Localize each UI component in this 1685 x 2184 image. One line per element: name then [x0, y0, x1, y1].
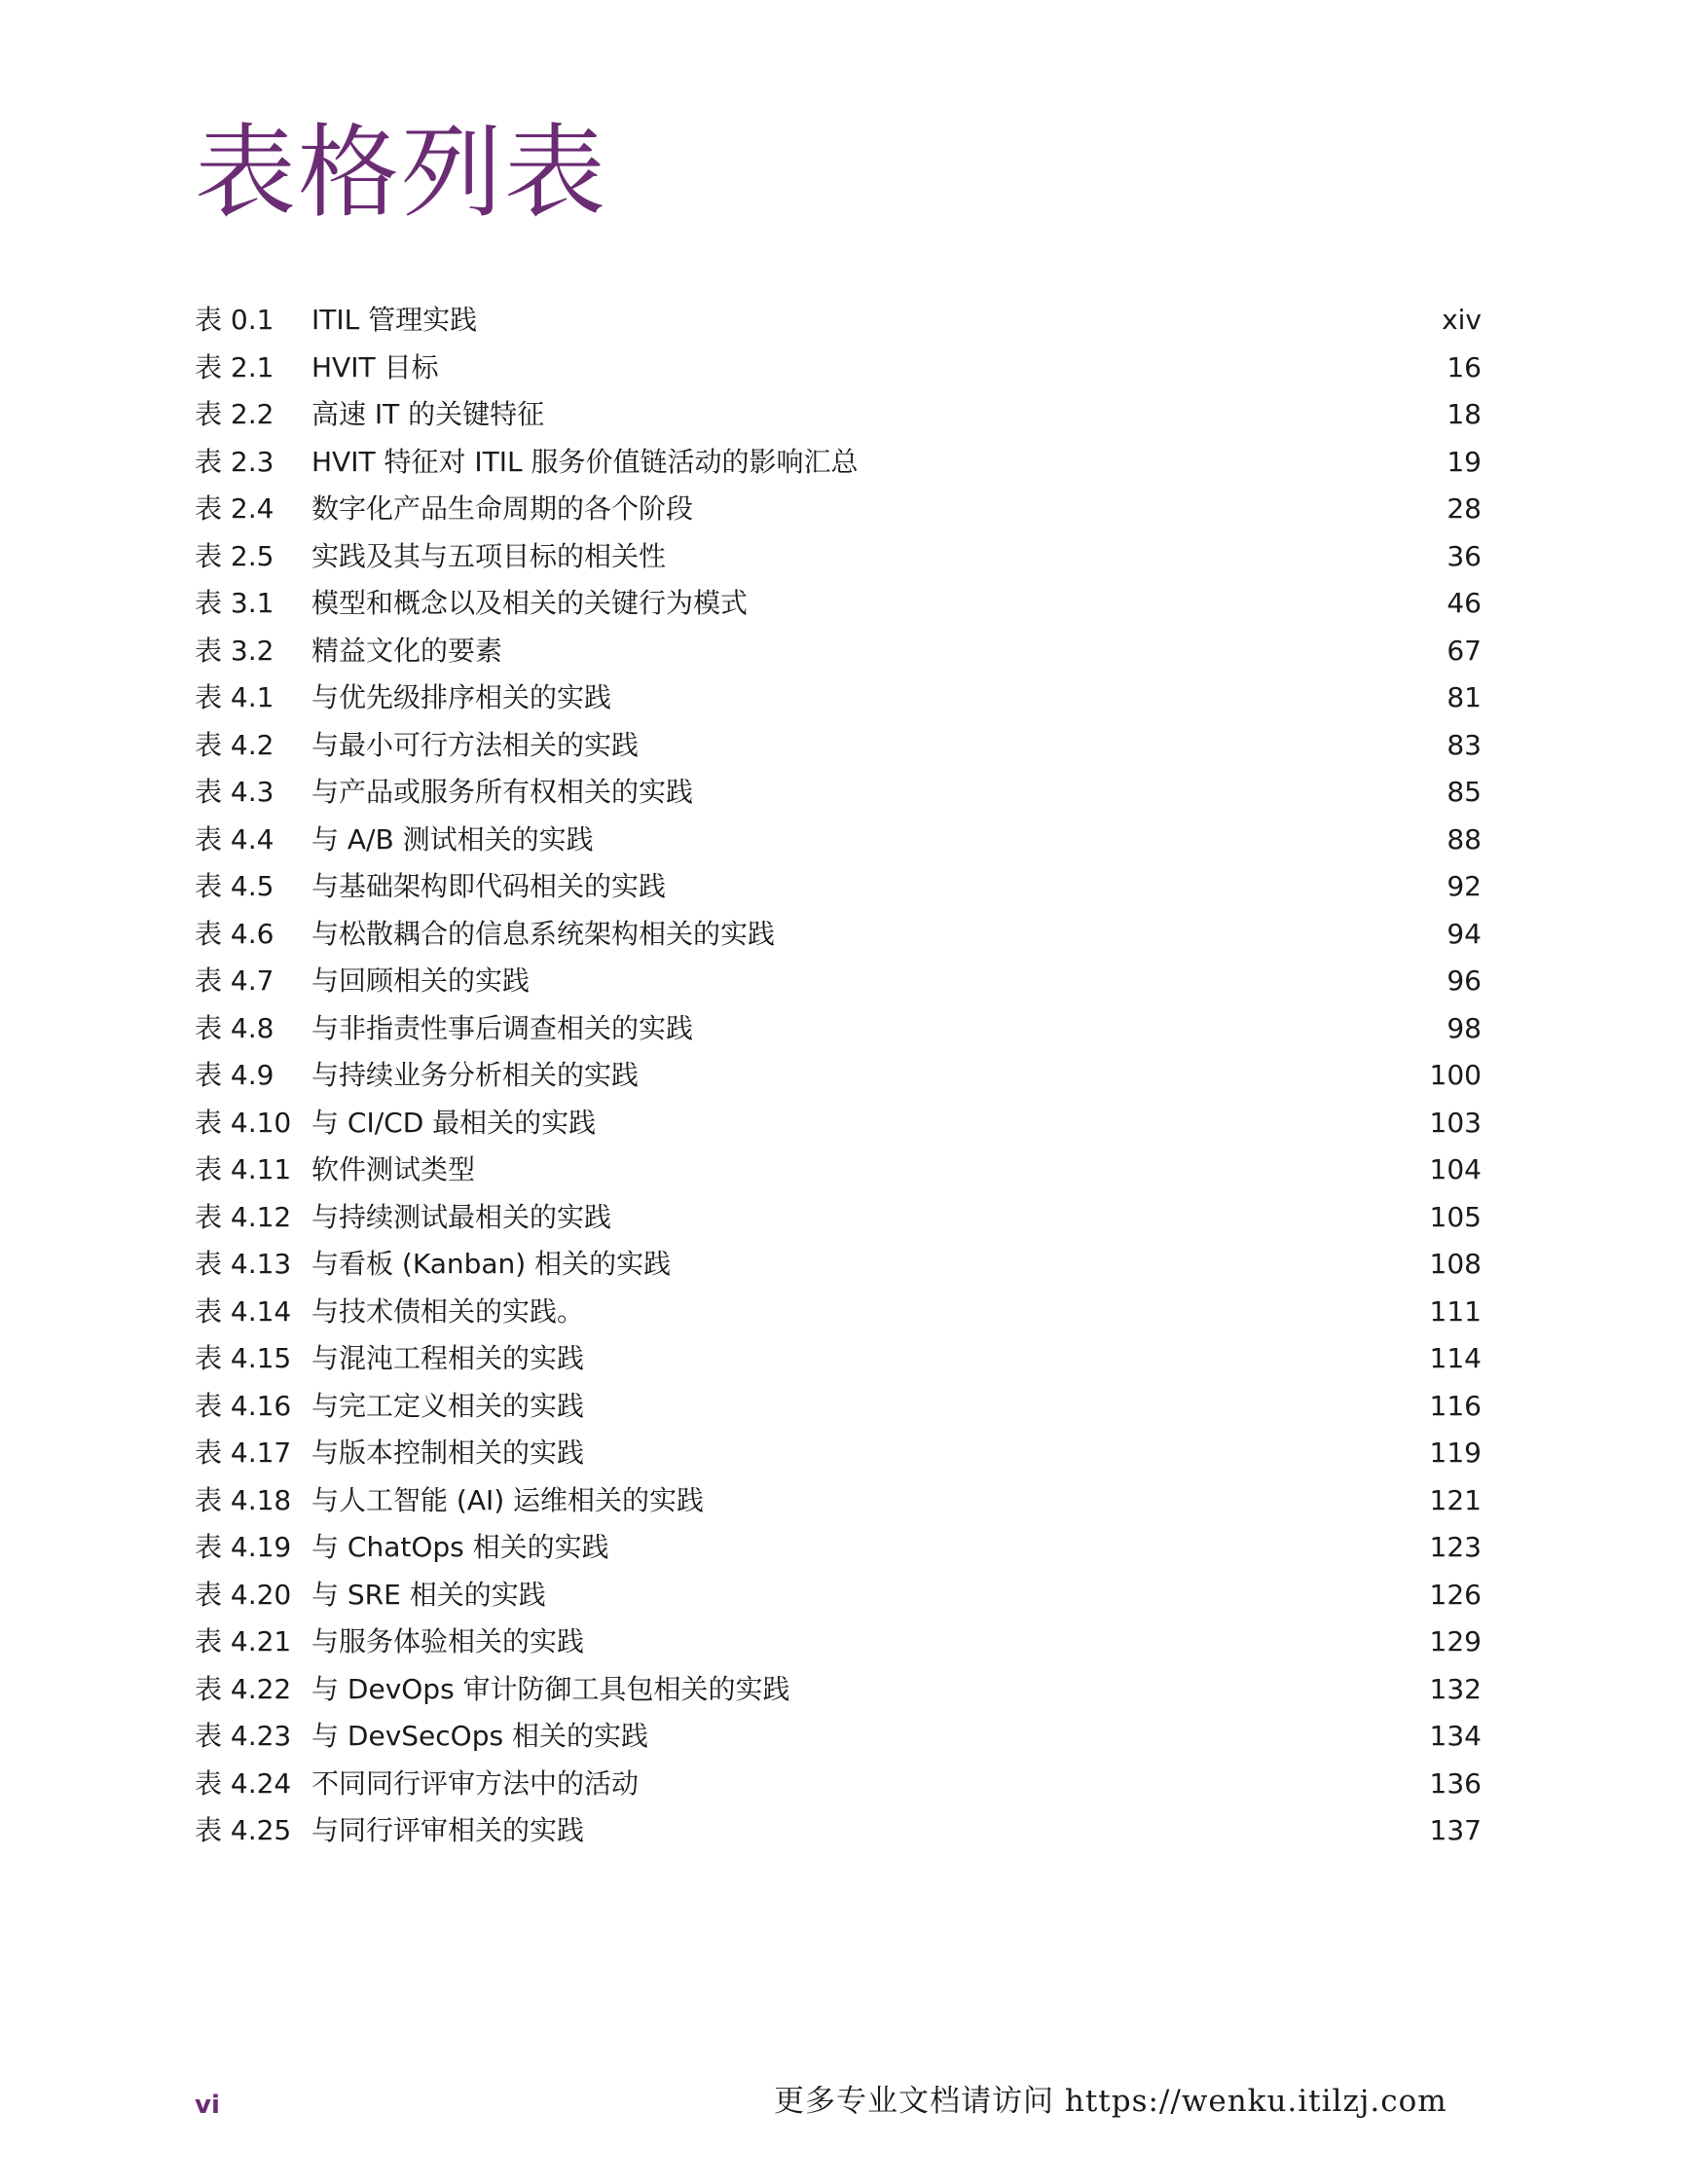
toc-entry-title: 实践及其与五项目标的相关性 [311, 539, 667, 572]
toc-entry-label: 表 2.5 [195, 539, 275, 572]
toc-entry[interactable] [195, 439, 1482, 487]
toc-entry-label: 表 4.4 [195, 822, 275, 855]
table-list [195, 297, 1482, 1855]
toc-entry-label: 表 4.22 [195, 1672, 292, 1705]
toc-entry-label: 表 3.2 [195, 634, 275, 667]
toc-entry-page: 28 [1447, 492, 1482, 525]
toc-entry-title: 与混沌工程相关的实践 [311, 1342, 585, 1374]
toc-entry[interactable] [195, 628, 1482, 675]
toc-entry[interactable] [195, 345, 1482, 392]
toc-entry[interactable] [195, 1761, 1482, 1808]
toc-entry-label: 表 4.3 [195, 776, 275, 808]
toc-entry-title: 与完工定义相关的实践 [311, 1389, 585, 1422]
toc-entry-title: 数字化产品生命周期的各个阶段 [311, 492, 694, 525]
toc-entry-page: 67 [1447, 634, 1482, 667]
toc-entry-label: 表 4.11 [195, 1153, 292, 1185]
toc-entry-label: 表 4.14 [195, 1294, 292, 1328]
toc-entry[interactable] [195, 722, 1482, 770]
toc-entry-title: 与持续测试最相关的实践 [311, 1200, 612, 1233]
toc-entry-title: 软件测试类型 [311, 1153, 476, 1185]
toc-entry-label: 表 4.18 [195, 1483, 292, 1516]
toc-entry-label: 表 4.19 [195, 1531, 292, 1563]
toc-entry-page: 94 [1447, 917, 1482, 950]
toc-entry-page: 88 [1447, 822, 1482, 855]
toc-entry[interactable] [195, 1194, 1482, 1242]
toc-entry-page: 96 [1447, 965, 1482, 997]
toc-entry-label: 表 2.3 [195, 445, 275, 478]
toc-entry-page: 136 [1429, 1766, 1482, 1800]
toc-entry[interactable] [195, 1572, 1482, 1620]
toc-entry-title: HVIT 目标 [311, 350, 439, 383]
toc-entry[interactable] [195, 1335, 1482, 1383]
toc-entry-label: 表 4.2 [195, 728, 275, 761]
toc-entry[interactable] [195, 1666, 1482, 1714]
toc-entry-page: 92 [1447, 870, 1482, 902]
toc-entry-label: 表 4.21 [195, 1625, 292, 1657]
toc-entry-page: 123 [1429, 1531, 1482, 1563]
toc-entry-title: 与持续业务分析相关的实践 [311, 1059, 640, 1091]
toc-entry-page: 114 [1429, 1342, 1482, 1374]
toc-entry-label: 表 4.20 [195, 1578, 292, 1611]
toc-entry[interactable] [195, 674, 1482, 722]
toc-entry-label: 表 4.23 [195, 1720, 292, 1752]
toc-entry-page: 108 [1429, 1248, 1482, 1280]
toc-entry-label: 表 4.6 [195, 917, 275, 950]
toc-entry-page: 134 [1429, 1720, 1482, 1752]
toc-entry-page: 116 [1429, 1389, 1482, 1422]
toc-entry-title: 与回顾相关的实践 [311, 965, 531, 997]
toc-entry[interactable] [195, 1807, 1482, 1855]
toc-entry-title: 精益文化的要素 [311, 634, 503, 667]
toc-entry-title: 与基础架构即代码相关的实践 [311, 870, 667, 902]
toc-entry-title: ITIL 管理实践 [311, 304, 478, 336]
toc-entry-label: 表 4.10 [195, 1106, 292, 1139]
toc-entry-label: 表 4.13 [195, 1248, 292, 1280]
toc-entry-label: 表 4.9 [195, 1059, 275, 1091]
toc-entry-page: 18 [1447, 398, 1482, 430]
toc-entry-title: 不同同行评审方法中的活动 [311, 1766, 640, 1800]
toc-entry-title: 与最小可行方法相关的实践 [311, 728, 640, 761]
toc-entry-title: HVIT 特征对 ITIL 服务价值链活动的影响汇总 [311, 445, 859, 478]
toc-entry-page: 119 [1429, 1437, 1482, 1469]
toc-entry-label: 表 2.2 [195, 398, 275, 430]
toc-entry[interactable] [195, 1005, 1482, 1053]
toc-entry-page: 19 [1447, 445, 1482, 478]
toc-entry-page: 121 [1429, 1483, 1482, 1516]
toc-entry-label: 表 4.7 [195, 965, 275, 997]
toc-entry-page: 103 [1429, 1106, 1482, 1139]
toc-entry-page: 85 [1447, 776, 1482, 808]
toc-entry[interactable] [195, 391, 1482, 439]
toc-entry[interactable] [195, 1524, 1482, 1572]
toc-entry-label: 表 4.8 [195, 1011, 275, 1044]
page-title: 表格列表 [195, 113, 608, 232]
toc-entry-title: 与看板 (Kanban) 相关的实践 [311, 1248, 672, 1280]
toc-entry-page: 132 [1429, 1672, 1482, 1705]
toc-entry-title: 与 ChatOps 相关的实践 [311, 1531, 609, 1563]
toc-entry-title: 与版本控制相关的实践 [311, 1437, 585, 1469]
toc-entry[interactable] [195, 1477, 1482, 1525]
toc-entry[interactable] [195, 817, 1482, 864]
toc-entry[interactable] [195, 1052, 1482, 1100]
toc-entry[interactable] [195, 1383, 1482, 1431]
toc-entry[interactable] [195, 1100, 1482, 1147]
toc-entry-page: 81 [1447, 681, 1482, 713]
toc-entry-page: 137 [1429, 1814, 1482, 1846]
toc-entry-label: 表 4.25 [195, 1814, 292, 1846]
toc-entry-title: 与 DevSecOps 相关的实践 [311, 1720, 648, 1752]
toc-entry-label: 表 4.5 [195, 870, 275, 902]
toc-entry[interactable] [195, 1619, 1482, 1666]
toc-entry-title: 与非指责性事后调查相关的实践 [311, 1011, 694, 1044]
toc-entry-title: 与技术债相关的实践。 [311, 1294, 585, 1328]
toc-entry-title: 与人工智能 (AI) 运维相关的实践 [311, 1483, 705, 1516]
toc-entry-page: 16 [1447, 350, 1482, 383]
toc-entry[interactable] [195, 958, 1482, 1005]
toc-entry-page: 100 [1429, 1059, 1482, 1091]
toc-entry[interactable] [195, 1713, 1482, 1761]
toc-entry-title: 与 DevOps 审计防御工具包相关的实践 [311, 1672, 790, 1705]
toc-entry-title: 与 SRE 相关的实践 [311, 1578, 546, 1611]
toc-entry-label: 表 0.1 [195, 304, 275, 336]
toc-entry[interactable] [195, 1289, 1482, 1336]
toc-entry-title: 与 CI/CD 最相关的实践 [311, 1106, 597, 1139]
toc-entry-label: 表 4.15 [195, 1342, 292, 1374]
toc-entry-label: 表 4.1 [195, 681, 275, 713]
toc-entry-page: 83 [1447, 728, 1482, 761]
toc-entry-page: 129 [1429, 1625, 1482, 1657]
toc-entry[interactable] [195, 1241, 1482, 1289]
toc-entry-title: 与产品或服务所有权相关的实践 [311, 776, 694, 808]
toc-entry-page: 104 [1429, 1153, 1482, 1185]
toc-entry-label: 表 4.16 [195, 1389, 292, 1422]
toc-entry-page: 36 [1447, 539, 1482, 572]
toc-entry-title: 与优先级排序相关的实践 [311, 681, 612, 713]
footer-note: 更多专业文档请访问 https://wenku.itilzj.com [774, 2084, 1447, 2119]
toc-entry-page: 98 [1447, 1011, 1482, 1044]
toc-entry-page: 105 [1429, 1200, 1482, 1233]
toc-entry-label: 表 4.17 [195, 1437, 292, 1469]
toc-entry[interactable] [195, 486, 1482, 533]
toc-entry[interactable] [195, 580, 1482, 628]
toc-entry-label: 表 2.1 [195, 350, 275, 383]
toc-entry[interactable] [195, 1147, 1482, 1194]
toc-entry[interactable] [195, 769, 1482, 817]
toc-entry-title: 与松散耦合的信息系统架构相关的实践 [311, 917, 776, 950]
toc-entry-title: 高速 IT 的关键特征 [311, 398, 545, 430]
toc-entry[interactable] [195, 533, 1482, 581]
toc-entry-title: 模型和概念以及相关的关键行为模式 [311, 587, 749, 619]
toc-entry-title: 与 A/B 测试相关的实践 [311, 822, 594, 855]
toc-entry-title: 与同行评审相关的实践 [311, 1814, 585, 1846]
toc-entry[interactable] [195, 911, 1482, 959]
toc-entry-label: 表 3.1 [195, 587, 275, 619]
toc-entry[interactable] [195, 297, 1482, 345]
page-number: vi [195, 2091, 220, 2120]
toc-entry-title: 与服务体验相关的实践 [311, 1625, 585, 1657]
toc-entry[interactable] [195, 1430, 1482, 1477]
toc-entry-page: 111 [1429, 1294, 1482, 1328]
toc-entry-label: 表 4.24 [195, 1766, 292, 1800]
toc-entry[interactable] [195, 863, 1482, 911]
toc-entry-label: 表 4.12 [195, 1200, 292, 1233]
toc-entry-label: 表 2.4 [195, 492, 275, 525]
toc-entry-page: 126 [1429, 1578, 1482, 1611]
toc-entry-page: xiv [1442, 304, 1482, 336]
toc-entry-page: 46 [1447, 587, 1482, 619]
